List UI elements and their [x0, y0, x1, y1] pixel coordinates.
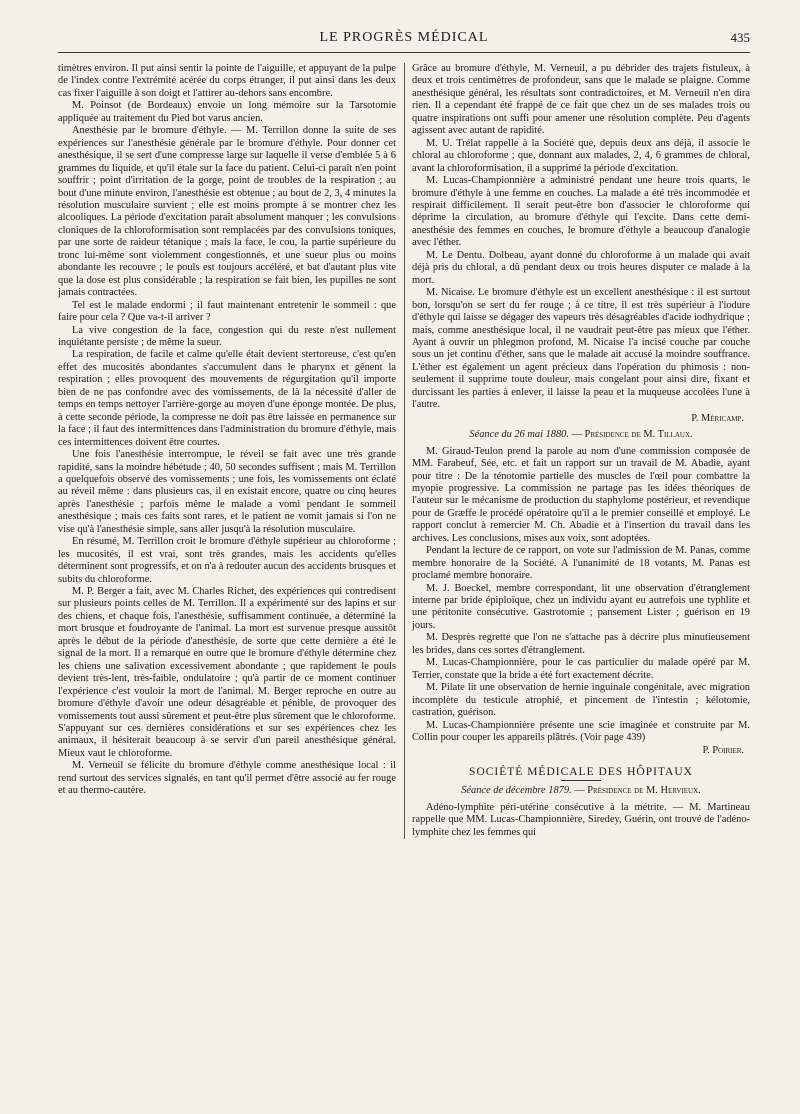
- paragraph: Grâce au bromure d'éthyle, M. Verneuil, a pu débrider des trajets fistuleux, à deux et trois centimètres de profondeur, sans que le malade se plaigne. Comme anesthésique général, les résultats sont contradictoires, et M. Verneuil n'en dira rien. Il a cependant été frappé de ce fait que chez un de ses malades trois ou quatre inspirations ont suffi pour amener une résolution complète. Peu d'agents agissent avec autant de rapidité.: [412, 63, 750, 137]
- paragraph: En résumé, M. Terrillon croit le bromure d'éthyle supérieur au chloroforme ; les mucosités, il est vrai, sont très grandes, mais les accidents qu'elles déterminent sont progressifs, et on n'a à redouter aucun des accidents brusques et subits du chloroforme.: [58, 536, 396, 585]
- session-presidency: — Présidence de M. Tillaux.: [571, 429, 693, 441]
- session-heading: [412, 429, 750, 441]
- session-heading: [412, 785, 750, 797]
- paragraph: La respiration, de facile et calme qu'elle était devient stertoreuse, c'est qu'en effet des mucosités abondantes s'accumulent dans le pharynx et gênent la respiration ; elles provoquent des mouvements de régurgitation qu'il importe bien de ne pas confondre avec des vomissements, de là la nécessité d'aller de temps en temps nettoyer l'arrière-gorge au moyen d'une éponge montée. De plus, à cette seconde période, la compresse ne doit pas être laissée en permanence sur la face ; il faut des intermittences dans l'administration du bromure d'éthyle, mais ces intermittences doivent être courtes.: [58, 349, 396, 448]
- two-columns: [58, 63, 750, 839]
- right-column: [412, 63, 750, 839]
- paragraph: M. Giraud-Teulon prend la parole au nom d'une commission composée de MM. Farabeuf, Sée, etc. et fait un rapport sur un travail de M. Abadie, ayant pour titre : De la ténotomie partielle des muscles de l'œil pour combattre la myopie progressive. La commission ne partage pas les idées théoriques de l'auteur sur le mécanisme de production du staphylome postérieur, et revendique pour de Græffe le procédé opératoire qu'il a le premier conseillé et employé. Le rapport conclut à remercier M. Ch. Abadie et à l'insertion du travail dans les archives. Les conclusions, mises aux voix, sont adoptées.: [412, 445, 750, 544]
- paragraph: Adéno-lymphite péri-utérine consécutive à la métrite. — M. Martineau rappelle que MM. Lucas-Championnière, Siredey, Guérin, ont trouvé de l'adéno-lymphite chez les femmes qui: [412, 801, 750, 838]
- society-heading: SOCIÉTÉ MÉDICALE DES HÔPITAUX: [469, 765, 693, 778]
- paragraph: Anesthésie par le bromure d'éthyle. — M. Terrillon donne la suite de ses expériences sur l'anesthésie générale par le bromure d'éthyle. Pour donner cet anesthésique, il se sert d'une compresse large sur laquelle il verse d'emblée 5 à 6 grammes du liquide, et qu'il étale sur la face du patient. Celui-ci paraît n'en point souffrir ; point d'irritation de la gorge, point de troubles de la respiration ; au bout d'une minute environ, l'anesthésie est obtenue ; au bout de 2, 3, 4 minutes la résolution musculaire survient ; elle est moins prompte à se montrer chez les alcooliques. La période d'excitation paraît absolument manquer ; les convulsions cloniques de la chloroformisation sont remplacées par des convulsions toniques, par une sorte de raideur tétanique ; mais la face, le cou, la partie supérieure du tronc lui-même sont violemment congestionnés, et une sueur plus ou moins abondante les recouvre ; le pouls est toujours accéléré, et bat d'autant plus vite que la dose est plus considérable ; la respiration se fait bien, les pupilles ne sont jamais contractées.: [58, 125, 396, 299]
- paragraph: M. Pilate lit une observation de hernie inguinale congénitale, avec migration incomplète du testicule atrophié, et pincement de l'intestin ; kélotomie, castration, guérison.: [412, 682, 750, 719]
- paragraph: M. Lucas-Championnière présente une scie imaginée et construite par M. Collin pour couper les appareils plâtrés. (Voir page 439): [412, 719, 750, 744]
- paragraph: Tel est le malade endormi ; il faut maintenant entretenir le sommeil : que faire pour cela ? Que va-t-il arriver ?: [58, 299, 396, 324]
- divider: [561, 780, 601, 781]
- page-header: [58, 30, 750, 53]
- session-date: Séance du 26 mai 1880.: [469, 429, 569, 441]
- paragraph: M. Verneuil se félicite du bromure d'éthyle comme anesthésique local : il rend surtout des services signalés, en tant qu'il permet d'être associé au fer rouge et au thermo-cautère.: [58, 760, 396, 797]
- paragraph: M. Lucas-Championnière, pour le cas particulier du malade opéré par M. Terrier, constate que la bride a été fort exactement décrite.: [412, 657, 750, 681]
- session-date: Séance de décembre 1879.: [461, 785, 572, 797]
- paragraph: Pendant la lecture de ce rapport, on vote sur l'admission de M. Panas, comme membre honoraire de la Société. A l'unanimité de 18 votants, M. Panas est proclamé membre honoraire.: [412, 545, 750, 582]
- signature: P. Poirier.: [702, 745, 744, 757]
- journal-title: LE PROGRÈS MÉDICAL: [319, 30, 489, 45]
- paragraph: M. P. Berger a fait, avec M. Charles Richet, des expériences qui contredisent sur plusieurs points celles de M. Terrillon. Il a expérimenté sur des lapins et sur des chiens, et chaque fois, l'anesthésie, suffisamment continuée, a déterminé la mort brusque et foudroyante de l'animal. La mort est survenue presque aussitôt après le début de la période d'anesthésie, de sorte que cette dernière a été le signal de la mort. Il a remarqué en outre que le bromure d'éthyle détermine chez les chiens une salivation excessivement abondante ; que rapidement le pouls devient très-lent, très-faible, ondulatoire ; qu'à partir de ce moment continuer l'expérience c'est vouloir la mort de l'animal. M. Berger reproche en outre au bromure d'éthyle d'avoir une odeur désagréable et pénible, de provoquer des vomissements tout aussi sûrement et peut-être plus sûrement que le chloroforme. S'appuyant sur ces dernières considérations et sur ses expériences chez les animaux, il hésiterait beaucoup à se servir d'un pareil anesthésique général. Mieux vaut le chloroforme.: [58, 586, 396, 759]
- paragraph: La vive congestion de la face, congestion qui du reste n'est nullement inquiétante persiste ; de même la sueur.: [58, 324, 396, 348]
- paragraph: Une fois l'anesthésie interrompue, le réveil se fait avec une très grande rapidité, sans la moindre hébétude ; 40, 50 secondes suffisent ; mais M. Terrillon a quelquefois observé des vomissements ; une fois, les vomissements ont éclaté au réveil même : dans plusieurs cas, il en existait encore, quatre ou cinq heures après l'anesthésie ; parfois même le malade a vomi pendant le sommeil anesthésique ; mais ces faits sont rares, et le patient ne vomit jamais si l'on ne vise qu'à l'anesthésie simple, sans aller jusqu'à la résolution musculaire.: [58, 449, 396, 535]
- signature: P. Méricamp.: [691, 412, 744, 424]
- paragraph: M. Nicaise. Le bromure d'éthyle est un excellent anesthésique : il est surtout bon, lorsqu'on se sert du fer rouge ; à ce titre, il est très supérieur à l'iodure d'éthyle qui laisse se dégager des vapeurs très désagréables d'acide iodhydrique ; mais, comme anesthésique local, il ne vaudrait peut-être pas mieux que l'éther. Ayant à ouvrir un phlegmon profond, M. Nicaise l'a incisé couche par couche sous un jet continu d'éther, sans que le malade ait accusé la moindre souffrance. L'éther est également un agent précieux dans l'opération du phimosis : non-seulement il supprime toute douleur, mais congelant pour ainsi dire, fixant et durcissant les parties à enlever, il laisse la peau et la muqueuse accolées l'une à l'autre.: [412, 287, 750, 411]
- page-number: 435: [730, 30, 750, 45]
- paragraph: M. U. Trélat rappelle à la Société que, depuis deux ans déjà, il associe le chloral au chloroforme ; que, donnant aux malades, 2, 4, 6 grammes de chloral, avant la chloroformisation, il a supprimé la période d'excitation.: [412, 137, 750, 174]
- paragraph: M. Lucas-Championnière a administré pendant une heure trois quarts, le bromure d'éthyle à une femme en couches. La malade a été très incommodée et respirait difficilement. Il serait peut-être bon d'associer le chloroforme qui déprime la circulation, au bromure d'éthyle qui l'excite. Dans cette demi-anesthésie des femmes en couches, le bromure d'éthyle a beaucoup d'analogie avec l'éther.: [412, 175, 750, 249]
- paragraph: M. Desprès regrette que l'on ne s'attache pas à décrire plus minutieusement les brides, dans ces sortes d'étranglement.: [412, 632, 750, 656]
- paragraph: M. Le Dentu. Dolbeau, ayant donné du chloroforme à un malade qui avait déjà pris du chloral, a dû pendant deux ou trois heures disputer ce malade à la mort.: [412, 249, 750, 286]
- session-presidency: — Présidence de M. Hervieux.: [574, 785, 701, 797]
- paragraph: M. J. Boeckel, membre correspondant, lit une observation d'étranglement interne par bride épiploïque, chez un individu ayant eu autrefois une typhlite et une péritonite consécutive. Gastrotomie ; pansement Lister ; guérison en 19 jours.: [412, 582, 750, 631]
- paragraph: M. Poinsot (de Bordeaux) envoie un long mémoire sur la Tarsotomie appliquée au traitement du Pied bot varus ancien.: [58, 100, 396, 124]
- left-column: [58, 63, 396, 839]
- paragraph: timètres environ. Il put ainsi sentir la pointe de l'aiguille, et appuyant de la pulpe de l'index contre l'extrémité acérée du corps étranger, il put ainsi dans les deux cas fixer l'aiguille à son doigt et l'attirer au-dehors sans encombre.: [58, 63, 396, 99]
